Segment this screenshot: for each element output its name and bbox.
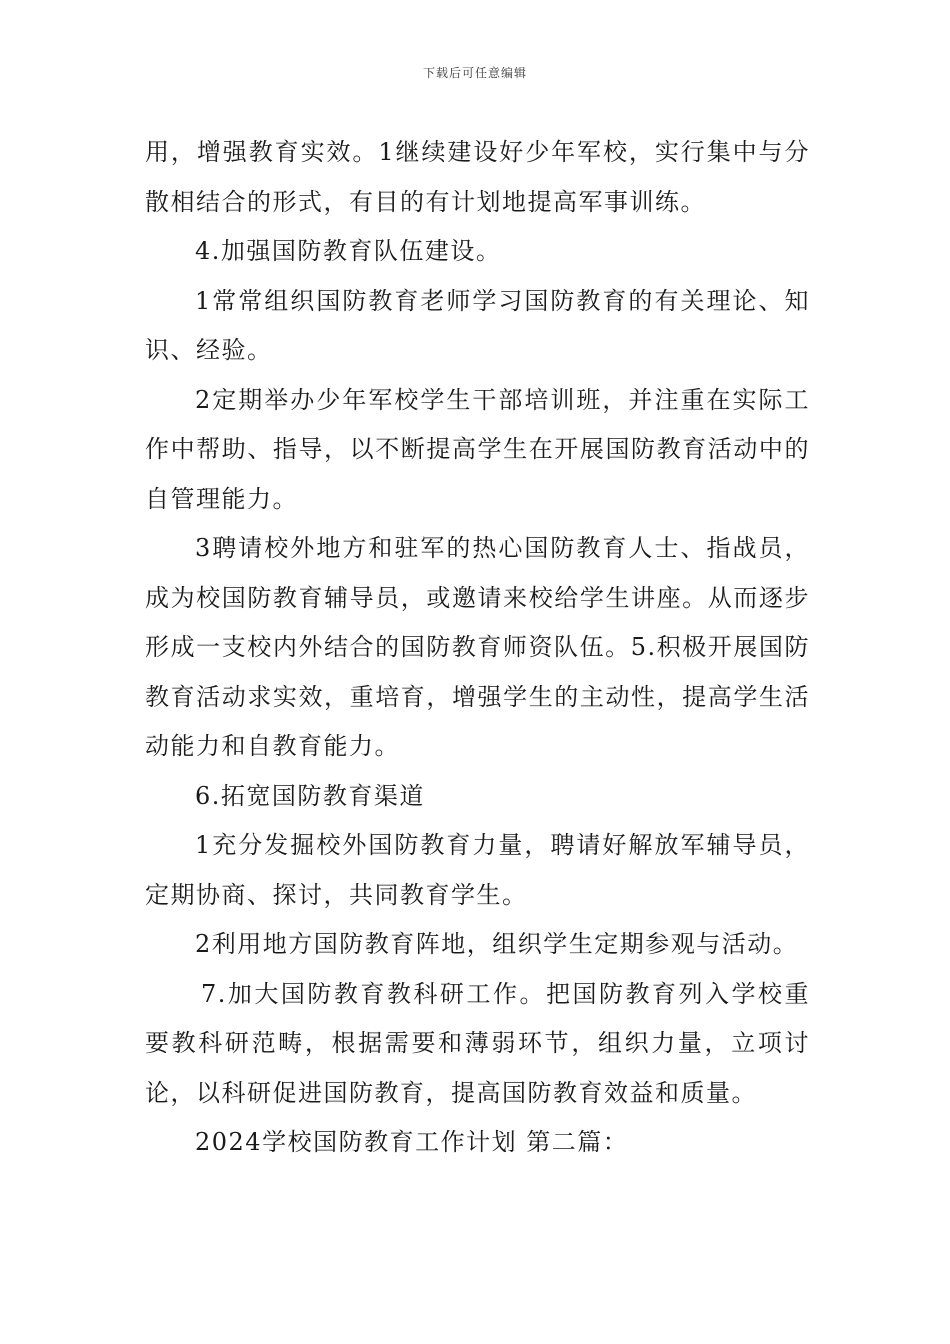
paragraph-section-4-heading: 4.加强国防教育队伍建设。 xyxy=(195,237,502,265)
paragraph-item-1: 1常常组织国防教育老师学习国防教育的有关理论、知识、经验。 xyxy=(145,286,810,364)
document-body xyxy=(145,128,810,1168)
paragraph-next-article-title: 2024学校国防教育工作计划 第二篇： xyxy=(195,1128,629,1156)
header-note: 下载后可任意编辑 xyxy=(422,66,527,80)
paragraph-section-7: 7.加大国防教育教科研工作。把国防教育列入学校重要教科研范畴，根据需要和薄弱环节，组织力量，立项讨论，以科研促进国防教育，提高国防教育效益和质量。 xyxy=(145,979,810,1107)
paragraph-item-2-b: 2利用地方国防教育阵地，组织学生定期参观与活动。 xyxy=(195,930,799,958)
paragraph-item-1-b: 1充分发掘校外国防教育力量，聘请好解放军辅导员，定期协商、探讨，共同教育学生。 xyxy=(145,831,810,909)
paragraph-item-2: 2定期举办少年军校学生干部培训班，并注重在实际工作中帮助、指导，以不断提高学生在开展国防教育活动中的自管理能力。 xyxy=(145,385,810,513)
paragraph-item-3: 3聘请校外地方和驻军的热心国防教育人士、指战员，成为校国防教育辅导员，或邀请来校给学生讲座。从而逐步形成一支校内外结合的国防教育师资队伍。5.积极开展国防教育活动求实效，重培育，增强学生的主动性，提高学生活动能力和自教育能力。 xyxy=(145,534,810,760)
paragraph-continuation: 用，增强教育实效。1继续建设好少年军校，实行集中与分散相结合的形式，有目的有计划地提高军事训练。 xyxy=(145,138,810,216)
paragraph-section-6-heading: 6.拓宽国防教育渠道 xyxy=(195,781,425,810)
